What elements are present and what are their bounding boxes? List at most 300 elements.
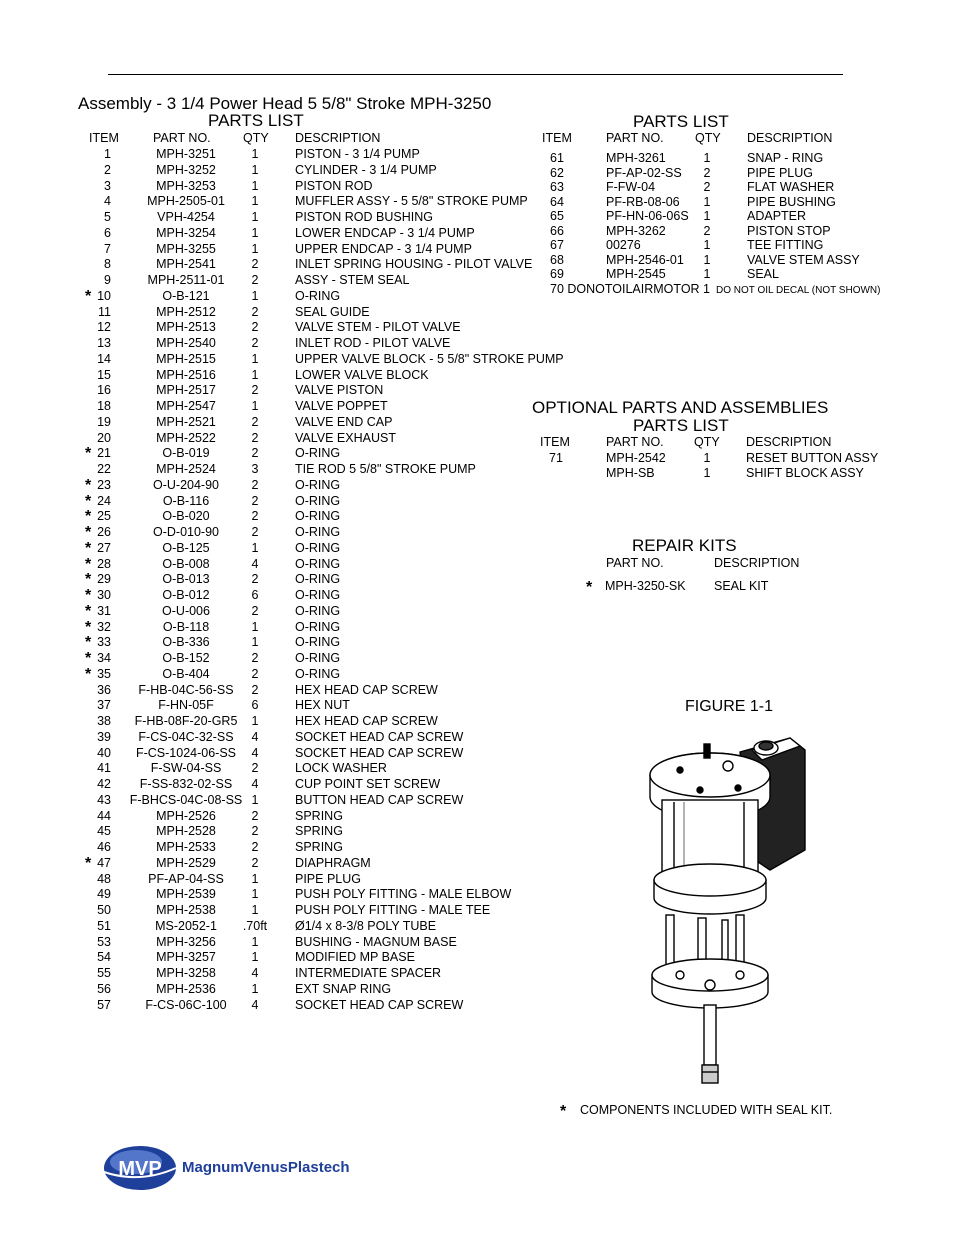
footnote-text: COMPONENTS INCLUDED WITH SEAL KIT. bbox=[580, 1103, 833, 1117]
quantity: 2 bbox=[251, 824, 259, 839]
item-number: 68 bbox=[550, 252, 564, 267]
description: PUSH POLY FITTING - MALE TEE bbox=[295, 903, 491, 917]
quantity: 1 bbox=[251, 194, 259, 209]
item-number: 66 bbox=[550, 223, 564, 238]
table-row bbox=[0, 541, 954, 557]
repair-part: MPH-3250-SK bbox=[605, 579, 686, 593]
part-number: O-B-116 bbox=[162, 493, 210, 508]
seal-kit-star: * bbox=[85, 287, 92, 305]
description: O-RING bbox=[295, 572, 341, 587]
table-row bbox=[0, 195, 954, 211]
part-number: O-U-204-90 bbox=[153, 477, 219, 492]
seal-kit-star: * bbox=[85, 524, 92, 541]
description: PISTON STOP bbox=[747, 223, 831, 238]
seal-kit-star: * bbox=[85, 650, 92, 667]
item-number: 32 bbox=[97, 619, 111, 634]
quantity: 1 bbox=[703, 252, 711, 267]
table-row bbox=[0, 714, 954, 730]
description: PISTON ROD bbox=[295, 178, 373, 193]
part-number: MPH-2529 bbox=[156, 855, 216, 870]
item-number: 42 bbox=[97, 777, 111, 791]
description: SEAL GUIDE bbox=[295, 304, 370, 319]
item-number: 1 bbox=[104, 147, 111, 161]
seal-kit-star: * bbox=[85, 445, 92, 463]
table-row bbox=[0, 604, 954, 620]
description: PIPE PLUG bbox=[747, 165, 813, 180]
item-number: 47 bbox=[97, 855, 111, 870]
seal-kit-star: * bbox=[85, 665, 92, 683]
description: PISTON ROD BUSHING bbox=[295, 210, 433, 224]
table-row bbox=[0, 683, 954, 699]
item-number: 4 bbox=[104, 194, 111, 209]
table-row bbox=[0, 166, 954, 182]
quantity: 2 bbox=[251, 761, 259, 776]
description: SPRING bbox=[295, 824, 343, 839]
part-number: F-HN-05F bbox=[158, 698, 214, 713]
table-row bbox=[0, 320, 954, 336]
part-number: MPH-2512 bbox=[156, 304, 216, 319]
item-number: 27 bbox=[97, 540, 111, 555]
seal-kit-star: * bbox=[85, 476, 92, 494]
description: VALVE STEM - PILOT VALVE bbox=[295, 320, 461, 335]
part-number: F-FW-04 bbox=[606, 180, 656, 194]
quantity: 2 bbox=[251, 446, 259, 461]
quantity: 2 bbox=[251, 509, 259, 524]
seal-kit-star: * bbox=[85, 618, 92, 636]
logo-wordmark: MagnumVenusPlastech bbox=[182, 1159, 350, 1176]
col-part-header: PART NO. bbox=[153, 131, 211, 145]
description: TEE FITTING bbox=[747, 238, 824, 252]
opt-col-part: PART NO. bbox=[606, 435, 664, 449]
part-number: F-HB-04C-56-SS bbox=[138, 682, 234, 697]
description: RESET BUTTON ASSY bbox=[746, 451, 879, 465]
quantity: 1 bbox=[251, 367, 259, 382]
part-number: MPH-3256 bbox=[156, 934, 216, 949]
seal-kit-star: * bbox=[85, 634, 92, 652]
item-number: 30 bbox=[97, 588, 111, 602]
table-row bbox=[0, 572, 954, 588]
description: O-RING bbox=[295, 525, 341, 539]
item-number: 21 bbox=[97, 446, 111, 461]
item-number: 62 bbox=[550, 165, 564, 180]
description: O-RING bbox=[295, 619, 341, 634]
part-number: MPH-2517 bbox=[156, 383, 216, 398]
description: ASSY - STEM SEAL bbox=[295, 273, 410, 287]
item-number: 56 bbox=[97, 981, 111, 996]
description: ADAPTER bbox=[747, 209, 807, 223]
figure-label: FIGURE 1-1 bbox=[685, 698, 774, 715]
description: SPRING bbox=[295, 840, 343, 854]
quantity: 4 bbox=[251, 777, 259, 791]
seal-kit-star: * bbox=[85, 492, 92, 510]
description: SOCKET HEAD CAP SCREW bbox=[295, 745, 464, 760]
quantity: 1 bbox=[251, 887, 259, 902]
quantity: 1 bbox=[251, 714, 259, 728]
item-number: 71 bbox=[549, 451, 563, 465]
quantity: 1 bbox=[703, 238, 711, 252]
item-number: 10 bbox=[97, 288, 111, 303]
quantity: 1 bbox=[251, 540, 259, 555]
description: LOWER VALVE BLOCK bbox=[295, 367, 429, 382]
table-row bbox=[0, 451, 954, 467]
part-number: F-CS-1024-06-SS bbox=[135, 745, 237, 760]
item-number: 65 bbox=[550, 209, 564, 223]
item-number: 18 bbox=[97, 399, 111, 413]
quantity: 1 bbox=[251, 147, 259, 161]
part-number: O-B-118 bbox=[162, 619, 210, 634]
table-row bbox=[0, 466, 954, 482]
part-number: F-HB-08F-20-GR5 bbox=[134, 714, 238, 728]
item-number: 23 bbox=[97, 477, 111, 492]
table-row bbox=[0, 224, 954, 240]
description: VALVE POPPET bbox=[295, 399, 388, 413]
quantity: 6 bbox=[251, 698, 259, 713]
table-row bbox=[0, 667, 954, 683]
description: SPRING bbox=[295, 808, 343, 823]
part-number: MPH-3253 bbox=[156, 178, 216, 193]
quantity: 1 bbox=[703, 465, 711, 480]
seal-kit-star: * bbox=[85, 854, 92, 872]
part-number: MPH-3261 bbox=[606, 151, 666, 165]
quantity: 6 bbox=[251, 588, 259, 602]
col-qty-header: QTY bbox=[243, 131, 269, 145]
quantity: 2 bbox=[251, 383, 259, 398]
item-number: 13 bbox=[97, 336, 111, 350]
table-row bbox=[0, 620, 954, 636]
item-number: 38 bbox=[97, 714, 111, 728]
item-number: 67 bbox=[550, 238, 564, 252]
part-number: MPH-2515 bbox=[156, 351, 216, 366]
quantity: 2 bbox=[251, 414, 259, 429]
description: INLET SPRING HOUSING - PILOT VALVE bbox=[295, 257, 533, 272]
part-number: MPH-2536 bbox=[156, 981, 216, 996]
part-number: MPH-2528 bbox=[156, 824, 216, 839]
item-number: 63 bbox=[550, 180, 564, 194]
part-number: O-B-404 bbox=[162, 666, 210, 681]
quantity: 2 bbox=[251, 572, 259, 587]
description: CUP POINT SET SCREW bbox=[295, 777, 441, 791]
quantity: 1 bbox=[251, 871, 259, 886]
part-number: O-B-012 bbox=[162, 588, 210, 602]
quantity: 4 bbox=[251, 745, 259, 760]
description: UPPER VALVE BLOCK - 5 5/8" STROKE PUMP bbox=[295, 351, 564, 366]
description: HEX NUT bbox=[295, 698, 350, 713]
description: Ø1/4 x 8-3/8 POLY TUBE bbox=[295, 918, 437, 933]
description: SOCKET HEAD CAP SCREW bbox=[295, 997, 464, 1012]
item-number: 51 bbox=[97, 918, 111, 933]
item-number: 16 bbox=[97, 383, 111, 398]
item-number: 55 bbox=[97, 966, 111, 980]
quantity: 2 bbox=[251, 273, 259, 287]
item-number: 15 bbox=[97, 367, 111, 382]
part-number: MPH-2521 bbox=[156, 414, 216, 429]
col-part-header-right: PART NO. bbox=[606, 131, 664, 145]
table-row bbox=[0, 267, 954, 283]
quantity: 2 bbox=[251, 304, 259, 319]
part-number: MPH-2541 bbox=[156, 257, 216, 272]
table-row bbox=[0, 525, 954, 541]
quantity: 2 bbox=[703, 223, 711, 238]
table-row bbox=[0, 151, 954, 167]
description: INLET ROD - PILOT VALVE bbox=[295, 336, 451, 350]
item-number: 3 bbox=[104, 178, 111, 193]
page-title: Assembly - 3 1/4 Power Head 5 5/8" Stroke MPH-3250 bbox=[78, 94, 492, 113]
item-number: 49 bbox=[97, 887, 111, 902]
opt-col-desc: DESCRIPTION bbox=[746, 435, 832, 449]
optional-subheading: PARTS LIST bbox=[633, 416, 729, 435]
description: SEAL bbox=[747, 267, 779, 281]
part-number: MPH-2516 bbox=[156, 367, 216, 382]
quantity: 1 bbox=[251, 619, 259, 634]
row70-item-part: 70 DONOTOILAIRMOTOR bbox=[550, 282, 700, 296]
item-number: 25 bbox=[97, 509, 111, 524]
description: O-RING bbox=[295, 509, 341, 524]
col-item-header-right: ITEM bbox=[542, 131, 572, 145]
table-row bbox=[0, 635, 954, 651]
item-number: 20 bbox=[97, 430, 111, 445]
quantity: 2 bbox=[703, 180, 711, 194]
description: LOCK WASHER bbox=[295, 761, 387, 776]
quantity: 4 bbox=[251, 556, 259, 571]
item-number: 37 bbox=[97, 698, 111, 713]
description: O-RING bbox=[295, 446, 341, 461]
description: UPPER ENDCAP - 3 1/4 PUMP bbox=[295, 241, 472, 256]
item-number: 7 bbox=[104, 241, 111, 256]
col-item-header: ITEM bbox=[89, 131, 119, 145]
item-number: 35 bbox=[97, 666, 111, 681]
quantity: 1 bbox=[251, 903, 259, 917]
description: PIPE BUSHING bbox=[747, 194, 836, 209]
quantity: 2 bbox=[251, 257, 259, 272]
opt-col-qty: QTY bbox=[694, 435, 720, 449]
table-row bbox=[0, 253, 954, 269]
part-number: F-CS-06C-100 bbox=[145, 997, 227, 1012]
part-number: MPH-2538 bbox=[156, 903, 216, 917]
description: SNAP - RING bbox=[747, 151, 824, 165]
description: PUSH POLY FITTING - MALE ELBOW bbox=[295, 887, 512, 902]
quantity: 1 bbox=[703, 194, 711, 209]
quantity: 1 bbox=[251, 288, 259, 303]
quantity: 1 bbox=[251, 792, 259, 807]
table-row bbox=[0, 238, 954, 254]
part-number: MPH-2546-01 bbox=[606, 252, 684, 267]
item-number: 19 bbox=[97, 414, 111, 429]
quantity: 1 bbox=[251, 178, 259, 193]
item-number: 8 bbox=[104, 257, 111, 272]
description: EXT SNAP RING bbox=[295, 981, 392, 996]
part-number: MPH-2542 bbox=[606, 451, 666, 465]
item-number: 11 bbox=[98, 304, 111, 319]
seal-kit-star: * bbox=[85, 602, 92, 620]
item-number: 14 bbox=[97, 351, 111, 366]
quantity: 1 bbox=[251, 399, 259, 413]
description: FLAT WASHER bbox=[747, 180, 835, 194]
part-number: MPH-2505-01 bbox=[147, 194, 225, 209]
table-row bbox=[0, 494, 954, 510]
quantity: 2 bbox=[251, 477, 259, 492]
quantity: 1 bbox=[251, 934, 259, 949]
description: PISTON - 3 1/4 PUMP bbox=[295, 147, 420, 161]
item-number: 64 bbox=[550, 194, 564, 209]
part-number: MPH-2513 bbox=[156, 320, 216, 335]
quantity: 1 bbox=[251, 351, 259, 366]
part-number: F-SS-832-02-SS bbox=[139, 777, 233, 791]
power-head-illustration bbox=[640, 730, 820, 1090]
item-number: 28 bbox=[97, 556, 111, 571]
logo-badge-text: MVP bbox=[118, 1158, 162, 1180]
item-number: 40 bbox=[97, 745, 111, 760]
description: O-RING bbox=[295, 651, 341, 665]
item-number: 33 bbox=[97, 635, 111, 650]
quantity: 1 bbox=[251, 950, 259, 965]
part-number: O-B-152 bbox=[162, 651, 210, 665]
item-number: 45 bbox=[97, 824, 111, 839]
description: HEX HEAD CAP SCREW bbox=[295, 682, 438, 697]
description: O-RING bbox=[295, 588, 341, 602]
part-number: MS-2052-1 bbox=[155, 918, 217, 933]
item-number: 24 bbox=[97, 493, 111, 508]
part-number: MPH-2539 bbox=[156, 887, 216, 902]
item-number: 43 bbox=[97, 792, 111, 807]
part-number: MPH-SB bbox=[606, 465, 655, 480]
item-number: 48 bbox=[97, 871, 111, 886]
part-number: O-B-125 bbox=[162, 540, 210, 555]
description: VALVE PISTON bbox=[295, 383, 384, 398]
item-number: 46 bbox=[97, 840, 111, 854]
item-number: 31 bbox=[97, 603, 111, 618]
description: BUSHING - MAGNUM BASE bbox=[295, 934, 457, 949]
seal-kit-star: * bbox=[85, 539, 92, 557]
description: SHIFT BLOCK ASSY bbox=[746, 465, 864, 480]
part-number: MPH-3251 bbox=[156, 147, 216, 161]
item-number: 6 bbox=[104, 225, 111, 240]
quantity: 1 bbox=[251, 635, 259, 650]
description: O-RING bbox=[295, 288, 341, 303]
parts-list-heading: PARTS LIST bbox=[208, 111, 304, 130]
description: O-RING bbox=[295, 666, 341, 681]
item-number: 5 bbox=[104, 210, 111, 224]
quantity: .70ft bbox=[242, 918, 268, 933]
quantity: 2 bbox=[251, 430, 259, 445]
part-number: MPH-2524 bbox=[156, 462, 216, 476]
part-number: MPH-3255 bbox=[156, 241, 216, 256]
table-row bbox=[0, 305, 954, 321]
description: HEX HEAD CAP SCREW bbox=[295, 714, 438, 728]
optional-heading: OPTIONAL PARTS AND ASSEMBLIES bbox=[532, 398, 829, 417]
item-number: 53 bbox=[97, 934, 111, 949]
item-number: 44 bbox=[97, 808, 111, 823]
part-number: O-U-006 bbox=[162, 603, 210, 618]
part-number: MPH-3252 bbox=[156, 162, 216, 177]
description: TIE ROD 5 5/8" STROKE PUMP bbox=[295, 462, 476, 476]
item-number: 12 bbox=[97, 320, 111, 335]
description: O-RING bbox=[295, 635, 341, 650]
repair-desc: SEAL KIT bbox=[714, 579, 769, 593]
part-number: MPH-2547 bbox=[156, 399, 216, 413]
part-number: VPH-4254 bbox=[157, 210, 215, 224]
description: O-RING bbox=[295, 493, 341, 508]
description: O-RING bbox=[295, 603, 341, 618]
item-number: 57 bbox=[97, 997, 111, 1012]
row70-qty: 1 bbox=[703, 282, 710, 296]
part-number: F-SW-04-SS bbox=[150, 761, 222, 776]
part-number: MPH-3262 bbox=[606, 223, 666, 238]
top-rule bbox=[108, 74, 843, 75]
quantity: 1 bbox=[703, 151, 711, 165]
quantity: 2 bbox=[251, 808, 259, 823]
repair-col-part: PART NO. bbox=[606, 556, 664, 570]
part-number: PF-AP-04-SS bbox=[148, 871, 224, 886]
col-qty-header-right: QTY bbox=[695, 131, 721, 145]
parts-list-heading-right: PARTS LIST bbox=[633, 112, 729, 131]
quantity: 1 bbox=[251, 241, 259, 256]
part-number: MPH-2533 bbox=[156, 840, 216, 854]
opt-col-item: ITEM bbox=[540, 435, 570, 449]
quantity: 2 bbox=[251, 336, 259, 350]
part-number: F-BHCS-04C-08-SS bbox=[129, 792, 243, 807]
item-number: 61 bbox=[550, 151, 564, 165]
repair-col-desc: DESCRIPTION bbox=[714, 556, 800, 570]
part-number: PF-RB-08-06 bbox=[606, 194, 680, 209]
part-number: MPH-2526 bbox=[156, 808, 216, 823]
seal-kit-star: * bbox=[85, 587, 92, 604]
description: O-RING bbox=[295, 477, 341, 492]
quantity: 2 bbox=[251, 603, 259, 618]
table-row bbox=[0, 383, 954, 399]
description: SOCKET HEAD CAP SCREW bbox=[295, 729, 464, 744]
quantity: 2 bbox=[251, 525, 259, 539]
item-number: 22 bbox=[97, 462, 111, 476]
col-desc-header: DESCRIPTION bbox=[295, 131, 381, 145]
table-row bbox=[0, 368, 954, 384]
row70-desc: DO NOT OIL DECAL (NOT SHOWN) bbox=[716, 285, 881, 296]
col-desc-header-right: DESCRIPTION bbox=[747, 131, 833, 145]
item-number: 41 bbox=[97, 761, 111, 776]
description: INTERMEDIATE SPACER bbox=[295, 966, 442, 980]
repair-star: * bbox=[586, 579, 593, 596]
item-number: 9 bbox=[104, 273, 111, 287]
quantity: 3 bbox=[251, 462, 259, 476]
description: VALVE END CAP bbox=[295, 414, 393, 429]
part-number: MPH-3254 bbox=[156, 225, 216, 240]
part-number: MPH-2545 bbox=[606, 267, 666, 281]
footnote-star: * bbox=[560, 1103, 567, 1120]
item-number: 69 bbox=[550, 267, 564, 281]
item-number: 26 bbox=[97, 525, 111, 539]
description: VALVE STEM ASSY bbox=[747, 252, 860, 267]
part-number: O-B-019 bbox=[162, 446, 210, 461]
table-row bbox=[0, 698, 954, 714]
quantity: 2 bbox=[251, 855, 259, 870]
description: MODIFIED MP BASE bbox=[295, 950, 415, 965]
item-number: 50 bbox=[97, 903, 111, 917]
description: DIAPHRAGM bbox=[295, 855, 371, 870]
quantity: 1 bbox=[251, 981, 259, 996]
quantity: 1 bbox=[703, 267, 711, 281]
item-number: 29 bbox=[97, 572, 111, 587]
quantity: 4 bbox=[251, 997, 259, 1012]
item-number: 34 bbox=[97, 651, 111, 665]
part-number: MPH-2511-01 bbox=[147, 273, 225, 287]
description: CYLINDER - 3 1/4 PUMP bbox=[295, 162, 437, 177]
part-number: F-CS-04C-32-SS bbox=[138, 729, 234, 744]
part-number: MPH-2522 bbox=[156, 430, 216, 445]
table-row bbox=[0, 180, 954, 196]
table-row bbox=[0, 209, 954, 225]
quantity: 2 bbox=[703, 165, 711, 180]
item-number: 36 bbox=[97, 682, 111, 697]
part-number: 00276 bbox=[606, 238, 641, 252]
